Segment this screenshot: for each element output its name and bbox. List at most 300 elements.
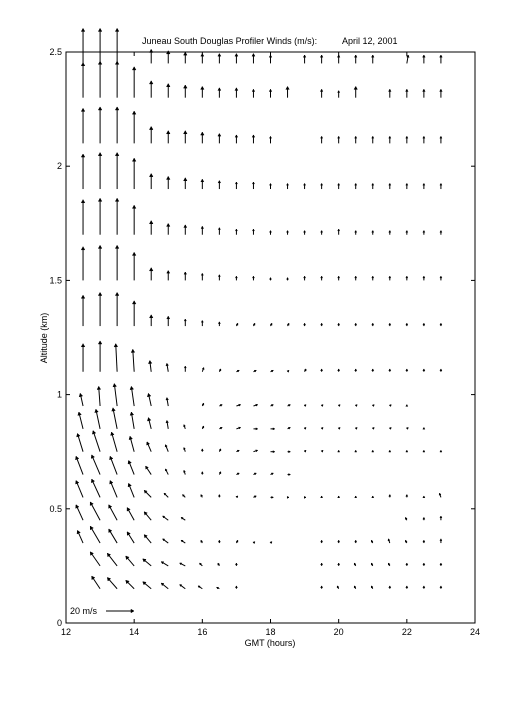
vector-head <box>440 516 442 518</box>
wind-vector <box>236 427 240 429</box>
wind-vector <box>253 323 255 326</box>
wind-vector <box>126 580 134 588</box>
wind-vector <box>128 483 134 497</box>
vector-head <box>253 323 255 325</box>
vector-head <box>271 404 273 406</box>
wind-vector <box>75 456 83 474</box>
wind-vector <box>338 496 340 498</box>
vector-head <box>338 563 340 565</box>
vector-head <box>321 450 323 452</box>
wind-vector <box>269 278 271 281</box>
wind-vector <box>406 136 408 143</box>
wind-vector <box>149 315 152 326</box>
wind-vector <box>165 469 168 475</box>
vector-head <box>406 369 408 371</box>
y-axis-label: Altitude (km) <box>39 312 49 364</box>
vector-head <box>355 369 357 371</box>
wind-vector <box>81 28 85 63</box>
wind-vector <box>127 508 134 521</box>
wind-vector <box>253 496 256 498</box>
wind-vector <box>236 404 240 406</box>
wind-vector <box>304 231 306 235</box>
wind-vector <box>109 529 117 543</box>
vector-head <box>130 412 134 415</box>
vector-head <box>304 276 306 278</box>
vector-head <box>423 276 425 278</box>
vector-head <box>149 127 153 130</box>
wind-vector <box>355 369 357 372</box>
vector-head <box>115 292 119 295</box>
wind-vector <box>321 586 323 589</box>
wind-vector <box>200 563 203 566</box>
wind-vector <box>354 586 356 589</box>
wind-vector <box>218 563 220 566</box>
wind-vector <box>77 530 83 543</box>
wind-vector <box>79 393 83 406</box>
wind-vector <box>218 322 220 326</box>
wind-vector <box>219 449 221 452</box>
vector-head <box>110 481 113 484</box>
vector-head <box>98 28 102 31</box>
vector-head <box>149 174 153 177</box>
wind-vector <box>321 276 323 280</box>
vector-head <box>406 563 408 565</box>
vector-head <box>217 587 219 589</box>
vector-head <box>303 55 306 57</box>
vector-head <box>389 405 391 407</box>
chart-title: Juneau South Douglas Profiler Winds (m/s): <box>142 36 318 46</box>
vector-head <box>439 493 441 495</box>
wind-vector <box>181 517 185 520</box>
wind-vector <box>440 136 442 143</box>
vector-head <box>423 136 425 138</box>
x-axis-label: GMT (hours) <box>244 638 296 648</box>
vector-head <box>389 495 391 497</box>
vector-head <box>371 563 373 565</box>
chart-date: April 12, 2001 <box>342 36 398 46</box>
wind-vector <box>321 496 323 498</box>
wind-vector <box>338 369 340 372</box>
vector-head <box>184 52 187 55</box>
wind-vector <box>143 582 151 589</box>
wind-vector <box>269 183 271 189</box>
vector-head <box>184 178 187 181</box>
wind-vector <box>338 450 340 452</box>
wind-vector <box>321 540 323 543</box>
wind-vector <box>163 516 169 520</box>
wind-vector <box>218 181 221 189</box>
vector-head <box>320 55 323 57</box>
wind-vector <box>371 540 373 543</box>
vector-head <box>389 136 391 138</box>
scale-key <box>70 606 134 616</box>
wind-vector <box>371 563 373 566</box>
vector-head <box>273 428 275 430</box>
vector-head <box>372 183 374 185</box>
wind-vector <box>149 49 153 63</box>
wind-vector <box>98 292 102 326</box>
vector-head <box>406 231 408 233</box>
vector-head <box>219 449 221 451</box>
wind-vector <box>252 182 254 189</box>
vector-head <box>218 540 220 542</box>
vector-head <box>236 540 238 542</box>
wind-vector <box>161 583 168 589</box>
vector-head <box>440 586 442 588</box>
vector-head <box>254 370 256 372</box>
wind-vector <box>372 369 374 372</box>
vector-head <box>149 81 153 84</box>
wind-vector <box>389 183 391 189</box>
wind-vector <box>219 369 221 372</box>
vector-head <box>201 320 203 322</box>
vector-head <box>304 183 306 185</box>
vector-head <box>304 496 306 498</box>
vector-head <box>201 472 203 474</box>
x-tick-label: 20 <box>333 627 344 637</box>
wind-vector <box>167 271 170 281</box>
vector-head <box>167 316 170 319</box>
wind-vector <box>149 174 153 189</box>
wind-vector <box>321 323 323 326</box>
vector-head <box>321 586 323 588</box>
wind-vector <box>423 427 425 429</box>
vector-head <box>321 405 323 407</box>
wind-vector <box>354 55 357 63</box>
wind-vector <box>337 586 339 589</box>
vector-head <box>201 132 204 135</box>
vector-head <box>201 449 203 451</box>
wind-vector <box>372 496 374 498</box>
vector-head <box>389 183 391 185</box>
vector-head <box>440 539 442 541</box>
tick-labels <box>49 47 480 637</box>
wind-vector <box>110 456 118 474</box>
wind-vector <box>337 55 340 63</box>
wind-vector <box>167 224 170 235</box>
vector-head <box>113 384 117 387</box>
wind-vector <box>371 55 374 63</box>
wind-vector <box>111 432 117 452</box>
vector-head <box>132 158 136 161</box>
vector-head <box>81 108 85 111</box>
wind-vector <box>321 231 323 235</box>
vector-head <box>166 420 169 422</box>
x-tick-label: 18 <box>265 627 276 637</box>
wind-vector <box>406 89 409 97</box>
wind-vector <box>161 562 168 566</box>
vector-head <box>77 530 80 533</box>
wind-vector <box>132 301 136 326</box>
wind-vector <box>271 496 274 498</box>
wind-vector <box>98 107 102 143</box>
vector-head <box>183 470 185 472</box>
vector-head <box>218 54 221 57</box>
wind-vector <box>304 276 306 280</box>
vector-head <box>81 295 85 298</box>
vector-head <box>321 323 323 325</box>
wind-vector <box>338 427 340 429</box>
vector-head <box>389 276 391 278</box>
wind-vector <box>166 398 169 406</box>
wind-vector <box>338 405 340 407</box>
vector-head <box>440 323 442 325</box>
vector-head <box>338 91 340 93</box>
vector-head <box>184 131 188 134</box>
vector-head <box>184 272 187 274</box>
vector-head <box>423 540 425 542</box>
wind-vector <box>338 229 340 235</box>
wind-vector <box>423 183 425 189</box>
wind-vector <box>184 178 187 189</box>
vector-head <box>270 323 272 325</box>
vector-head <box>406 586 408 588</box>
vector-head <box>423 427 425 429</box>
vector-head <box>287 183 289 185</box>
vector-head <box>254 473 256 475</box>
wind-vector <box>288 427 291 429</box>
vector-head <box>337 586 339 588</box>
wind-vector <box>440 450 442 452</box>
wind-vector <box>271 473 274 475</box>
vector-head <box>355 183 357 185</box>
vector-head <box>201 179 204 182</box>
vector-head <box>423 517 425 519</box>
wind-vector <box>132 67 136 98</box>
wind-vector <box>201 495 203 498</box>
vector-head <box>423 55 426 57</box>
vector-head <box>372 136 374 138</box>
wind-vector <box>288 404 291 406</box>
vector-head <box>304 323 306 325</box>
wind-vector <box>163 539 169 543</box>
wind-vector <box>372 323 374 326</box>
vector-head <box>235 276 237 278</box>
wind-vector <box>355 231 357 235</box>
wind-vector <box>355 323 357 326</box>
wind-vector <box>165 445 168 452</box>
vector-head <box>111 432 114 435</box>
vector-head <box>423 231 425 233</box>
vector-head <box>440 136 442 138</box>
wind-vector <box>338 136 340 143</box>
wind-vector <box>389 276 391 280</box>
vector-head <box>389 586 391 588</box>
wind-vector <box>144 512 151 520</box>
vector-head <box>354 86 357 89</box>
wind-vector <box>270 323 272 326</box>
vector-head <box>201 495 203 497</box>
wind-vector <box>321 427 323 429</box>
wind-vector <box>288 474 291 476</box>
vector-head <box>219 472 221 474</box>
wind-vector <box>355 405 357 407</box>
vector-head <box>440 369 442 371</box>
wind-vector <box>201 86 204 97</box>
vector-head <box>355 427 357 429</box>
wind-vector <box>201 179 204 189</box>
vector-head <box>269 183 271 185</box>
vector-head <box>149 315 152 318</box>
vector-head <box>115 198 119 201</box>
vector-head <box>129 436 132 439</box>
vector-head <box>423 563 425 565</box>
wind-vector <box>440 586 442 589</box>
wind-vector <box>126 556 134 566</box>
wind-vector <box>406 183 408 189</box>
wind-vector <box>219 404 222 406</box>
wind-vector <box>235 229 237 235</box>
vector-head <box>304 231 306 233</box>
vector-head <box>389 231 391 233</box>
wind-vector <box>355 496 357 498</box>
vector-head <box>355 540 357 542</box>
wind-vector <box>355 276 357 280</box>
wind-vector <box>372 427 374 429</box>
wind-vector <box>355 183 357 189</box>
wind-vector <box>78 412 83 429</box>
vector-head <box>253 542 255 544</box>
wind-vector <box>184 272 187 280</box>
vector-head <box>321 563 323 565</box>
vector-head <box>273 451 275 453</box>
wind-vector <box>76 481 83 498</box>
vector-head <box>218 228 220 230</box>
vector-head <box>148 361 151 364</box>
vector-head <box>252 54 255 57</box>
wind-vector <box>201 320 203 326</box>
wind-vector <box>355 450 357 452</box>
vector-head <box>355 136 357 138</box>
vector-head <box>321 231 323 233</box>
vector-head <box>128 461 131 464</box>
vector-head <box>355 405 357 407</box>
vector-head <box>372 496 374 498</box>
wind-vector <box>110 481 117 498</box>
vector-head <box>220 427 222 429</box>
vector-head <box>354 563 356 565</box>
wind-vector <box>115 61 119 97</box>
wind-vector <box>98 153 102 189</box>
wind-vector <box>236 370 239 372</box>
vector-head <box>389 89 392 91</box>
vector-head <box>338 136 340 138</box>
vector-head <box>235 563 237 565</box>
wind-vector <box>287 496 289 498</box>
vector-head <box>98 107 102 110</box>
wind-vector <box>132 252 136 280</box>
vector-head <box>406 427 408 429</box>
wind-vector <box>269 55 272 63</box>
wind-vector <box>304 323 306 326</box>
vector-head <box>320 89 323 91</box>
wind-vector <box>90 502 100 520</box>
wind-vector <box>166 176 170 189</box>
vector-head <box>406 136 408 138</box>
vector-head <box>440 183 442 185</box>
wind-vector <box>423 231 425 235</box>
wind-vector <box>253 542 255 544</box>
wind-vector <box>76 505 83 520</box>
vector-head <box>184 319 186 321</box>
vector-head <box>321 276 323 278</box>
wind-vector <box>201 273 203 280</box>
vector-head <box>338 276 340 278</box>
wind-vector <box>252 276 254 280</box>
vector-head <box>235 182 237 184</box>
vector-head <box>167 271 170 274</box>
wind-vector <box>253 428 257 430</box>
wind-vector <box>183 425 185 429</box>
wind-vector <box>423 369 425 372</box>
vector-head <box>218 181 221 183</box>
vector-head <box>389 427 391 429</box>
wind-vector <box>236 450 239 452</box>
vector-head <box>112 408 115 411</box>
wind-vector <box>184 85 188 98</box>
vector-head <box>81 28 85 31</box>
vector-head <box>252 89 255 91</box>
vector-head <box>236 323 238 325</box>
vector-head <box>236 496 238 498</box>
wind-vector <box>271 451 275 453</box>
wind-vector <box>321 136 323 143</box>
wind-vector <box>320 55 323 63</box>
vector-head <box>304 450 306 452</box>
vector-head <box>235 229 237 231</box>
wind-vector <box>389 136 391 143</box>
vector-head <box>183 425 185 427</box>
wind-vector <box>287 183 289 189</box>
wind-vector <box>253 450 257 452</box>
wind-vector <box>164 493 168 497</box>
vector-head <box>201 226 204 228</box>
wind-vector <box>269 136 271 143</box>
vector-head <box>114 344 118 347</box>
wind-vector <box>132 205 136 234</box>
vector-head <box>202 426 204 428</box>
wind-vector <box>405 517 407 520</box>
vector-head <box>132 252 136 255</box>
vector-head <box>218 495 220 497</box>
vector-head <box>183 448 185 450</box>
wind-vector <box>149 127 153 144</box>
wind-vector <box>81 63 85 98</box>
x-tick-label: 22 <box>401 627 412 637</box>
wind-vector <box>81 295 85 326</box>
wind-vector <box>253 370 256 372</box>
wind-vector <box>372 450 374 452</box>
wind-vector <box>440 323 442 326</box>
wind-vector <box>235 182 237 189</box>
wind-vector <box>92 431 100 452</box>
y-tick-label: 0 <box>56 618 62 628</box>
vector-head <box>167 224 170 227</box>
wind-vector <box>115 245 119 280</box>
wind-vector <box>288 451 291 453</box>
vector-head <box>79 393 82 396</box>
vector-head <box>91 479 94 482</box>
vector-head <box>389 323 391 325</box>
wind-vector <box>149 81 153 98</box>
wind-vector <box>252 135 255 143</box>
wind-vector <box>440 183 442 189</box>
vector-head <box>180 563 182 565</box>
wind-vector <box>406 586 408 589</box>
wind-vector <box>148 361 151 372</box>
vector-head <box>256 404 258 406</box>
vector-head <box>423 450 425 452</box>
